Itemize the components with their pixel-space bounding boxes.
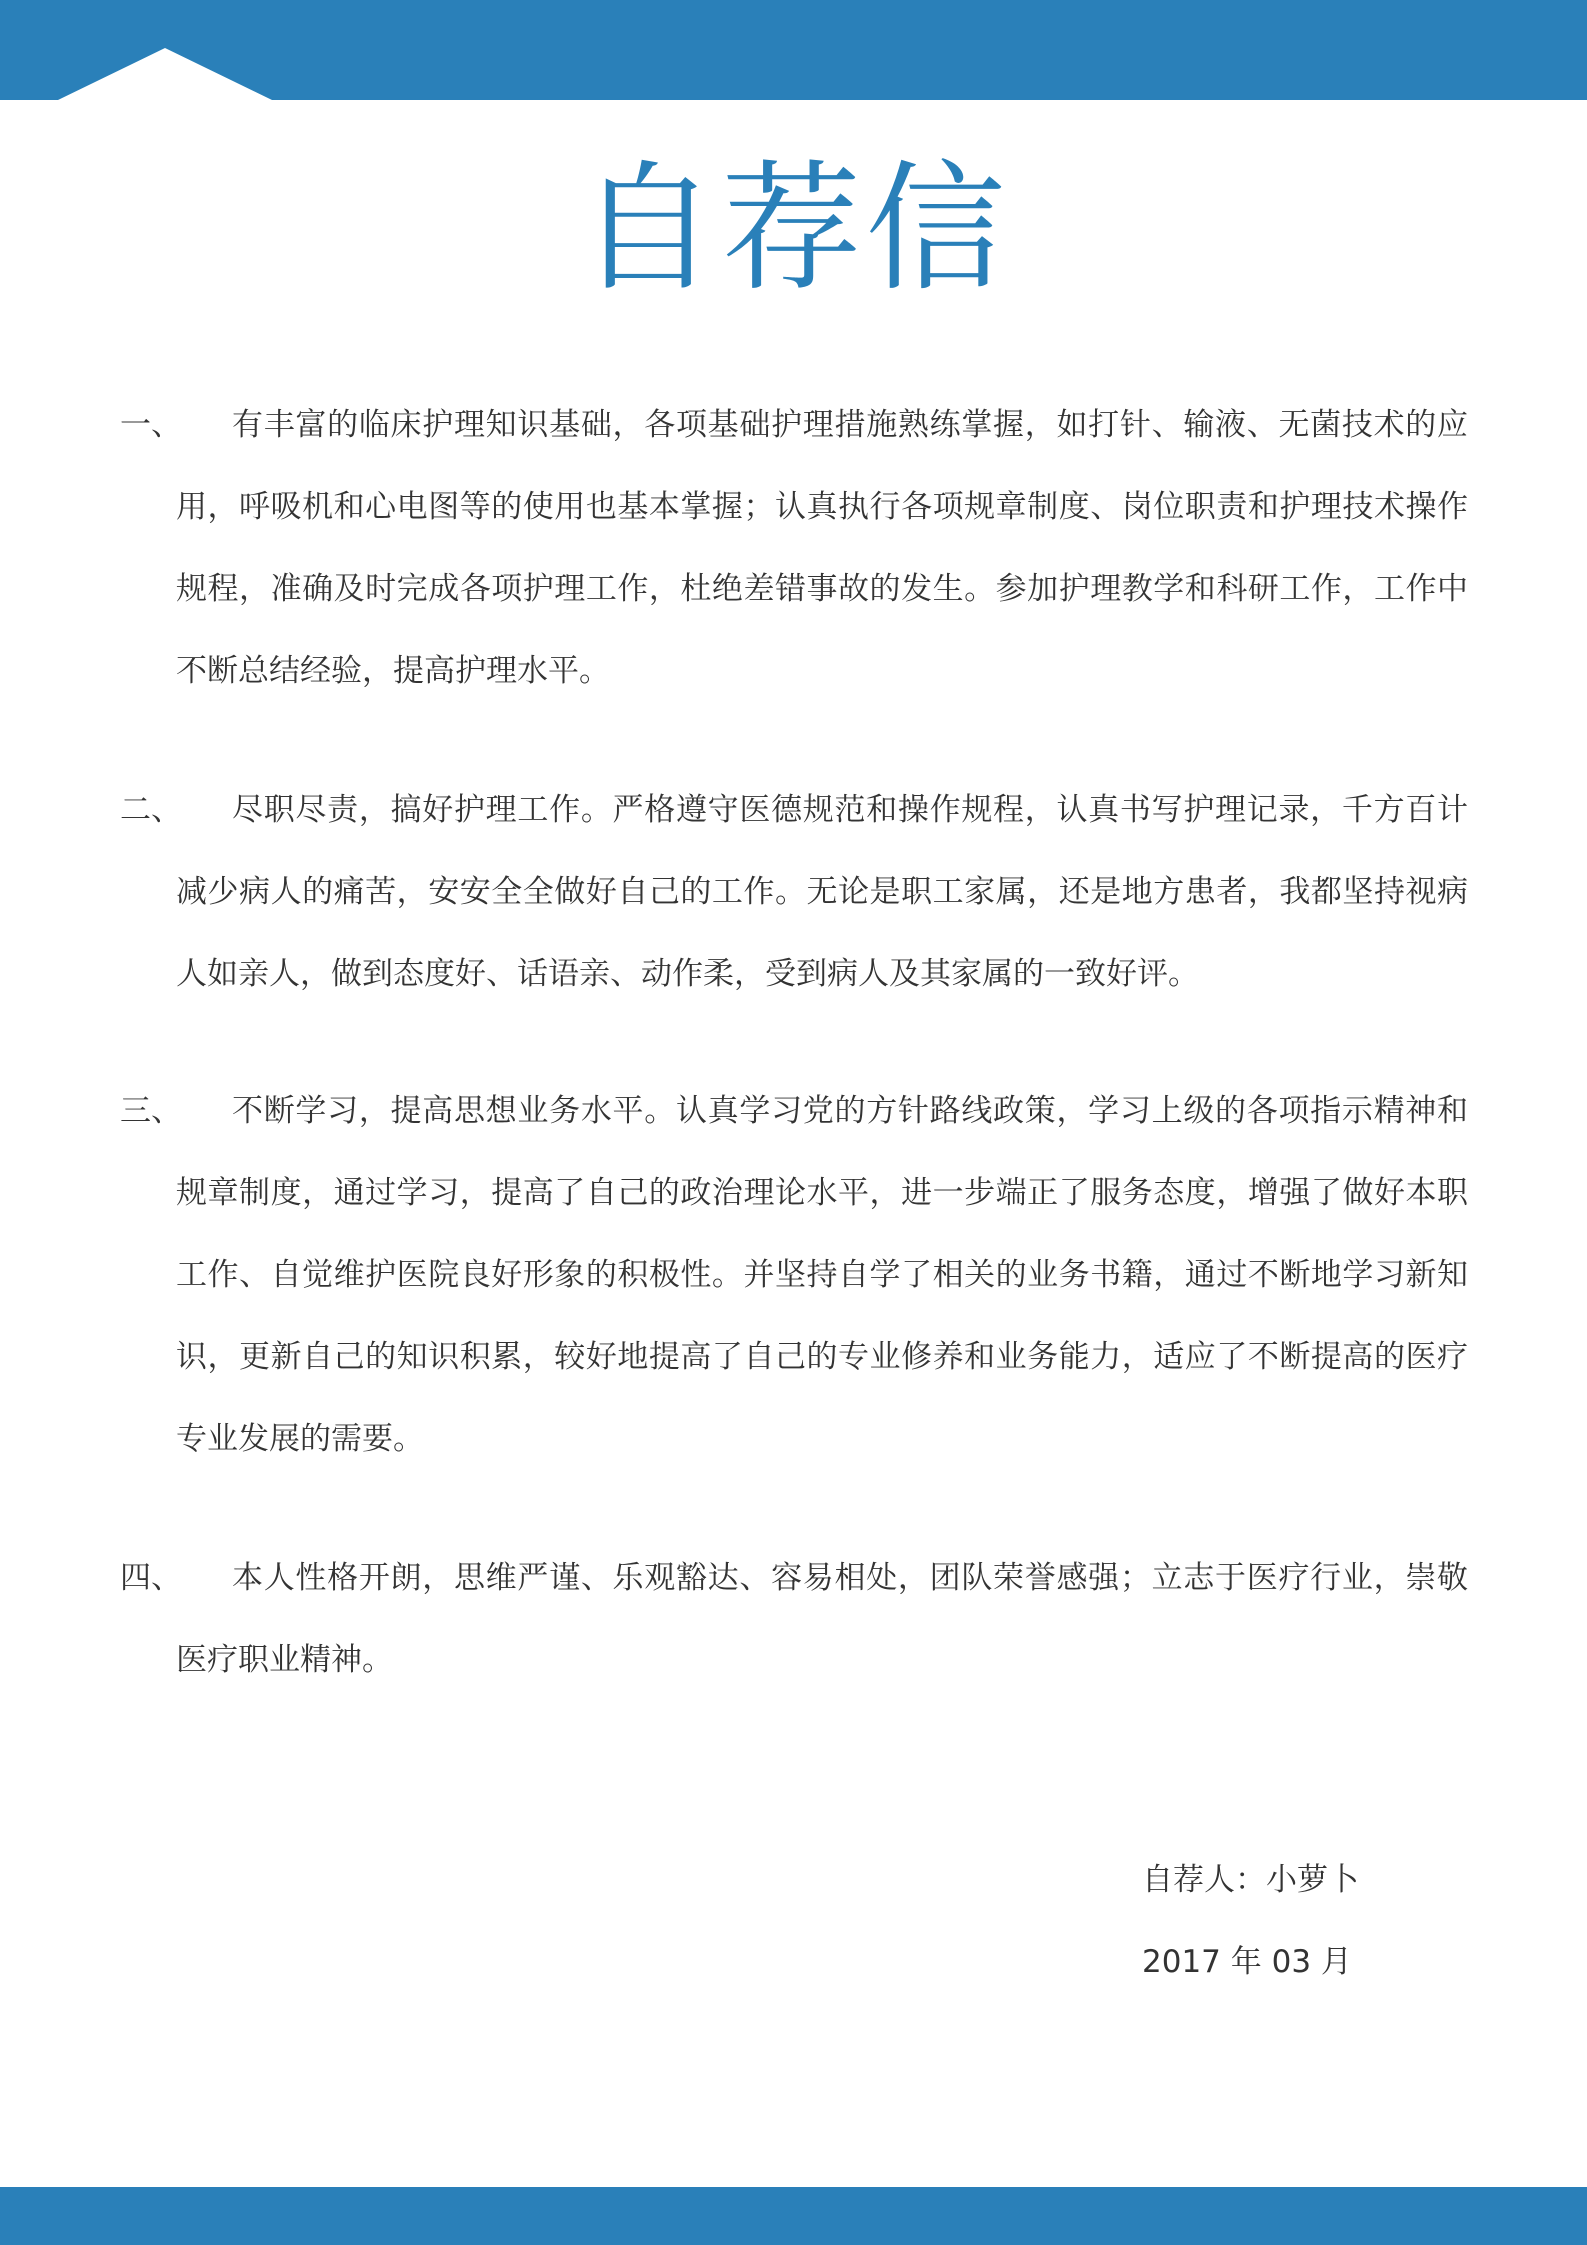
section-number: 三、 xyxy=(120,1093,182,1129)
header-banner-shape xyxy=(0,0,1587,100)
section-4 xyxy=(120,1537,1470,1701)
section-1 xyxy=(120,384,1470,712)
section-number: 二、 xyxy=(120,792,182,828)
section-text: 尽职尽责，搞好护理工作。严格遵守医德规范和操作规程，认真书写护理记录，千方百计减少病人的痛苦，安安全全做好自己的工作。无论是职工家属，还是地方患者，我都坚持视病人如亲人，做到态度好、话语亲、动作柔，受到病人及其家属的一致好评。 xyxy=(176,792,1468,992)
section-text: 不断学习，提高思想业务水平。认真学习党的方针路线政策，学习上级的各项指示精神和规章制度，通过学习，提高了自己的政治理论水平，进一步端正了服务态度，增强了做好本职工作、自觉维护医院良好形象的积极性。并坚持自学了相关的业务书籍，通过不断地学习新知识，更新自己的知识积累，较好地提高了自己的专业修养和业务能力，适应了不断提高的医疗专业发展的需要。 xyxy=(176,1093,1468,1457)
signer-name: 自荐人：小萝卜 xyxy=(1142,1862,1359,1898)
section-text: 本人性格开朗，思维严谨、乐观豁达、容易相处，团队荣誉感强；立志于医疗行业，崇敬医疗职业精神。 xyxy=(176,1560,1468,1678)
section-number: 四、 xyxy=(120,1560,182,1596)
footer-banner xyxy=(0,2187,1587,2245)
section-3 xyxy=(120,1070,1470,1480)
signature-date: 2017 年 03 月 xyxy=(1142,1944,1352,1980)
page-title: 自荐信 xyxy=(577,148,1010,311)
section-number: 一、 xyxy=(120,407,182,443)
section-2 xyxy=(120,769,1470,1015)
header-banner xyxy=(0,0,1587,100)
section-text: 有丰富的临床护理知识基础，各项基础护理措施熟练掌握，如打针、输液、无菌技术的应用，呼吸机和心电图等的使用也基本掌握；认真执行各项规章制度、岗位职责和护理技术操作规程，准确及时完成各项护理工作，杜绝差错事故的发生。参加护理教学和科研工作，工作中不断总结经验，提高护理水平。 xyxy=(176,407,1468,689)
